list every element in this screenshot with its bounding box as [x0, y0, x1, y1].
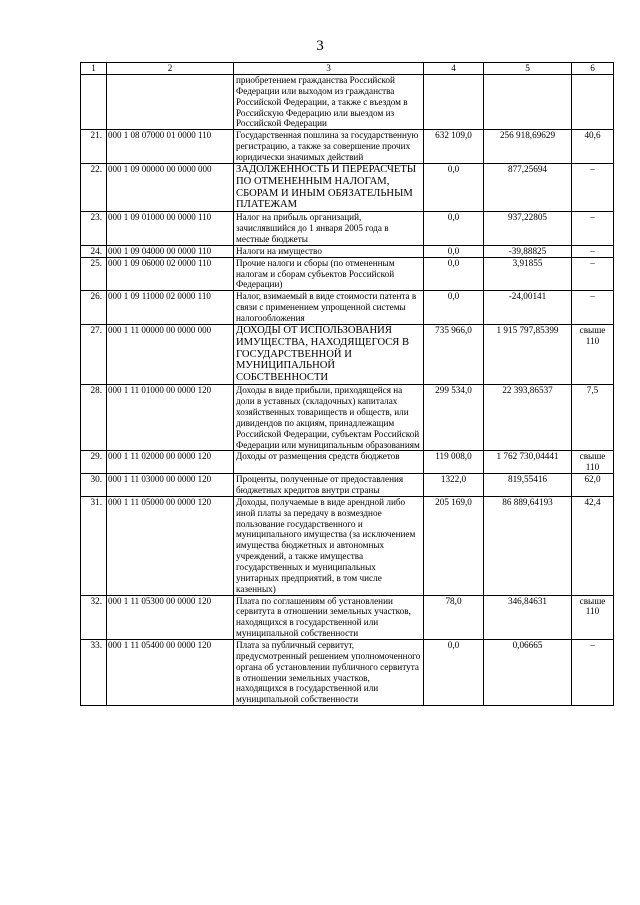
row-number-cell: 29.	[81, 451, 107, 474]
plan-cell: 78,0	[424, 595, 484, 639]
plan-cell: 0,0	[424, 257, 484, 291]
plan-cell: 0,0	[424, 212, 484, 246]
name-cell: Налоги на имущество	[234, 245, 424, 257]
table-row	[81, 245, 614, 257]
row-number-cell: 32.	[81, 595, 107, 639]
fact-cell: 3,91855	[484, 257, 572, 291]
table-row	[81, 451, 614, 474]
name-cell: Доходы в виде прибыли, приходящейся на доли в уставных (складочных) капиталах хозяйственных товариществ и обществ, или дивидендов по акциям, принадлежащим Российской Федерации, субъектам Российской Федерации или муниципальным образованиям	[234, 385, 424, 451]
table-row	[81, 385, 614, 451]
plan-cell: 0,0	[424, 639, 484, 705]
header-cell: 6	[572, 63, 614, 75]
code-cell: 000 1 11 01000 00 0000 120	[107, 385, 234, 451]
percent-cell: –	[572, 212, 614, 246]
name-cell: Доходы от размещения средств бюджетов	[234, 451, 424, 474]
percent-cell: 40,6	[572, 130, 614, 164]
fact-cell	[484, 75, 572, 130]
percent-cell: –	[572, 257, 614, 291]
table-row-continuation	[81, 75, 614, 130]
plan-cell: 0,0	[424, 245, 484, 257]
name-cell: Государственная пошлина за государственную регистрацию, а также за совершение прочих юридически значимых действий	[234, 130, 424, 164]
plan-cell: 1322,0	[424, 474, 484, 497]
code-cell: 000 1 08 07000 01 0000 110	[107, 130, 234, 164]
fact-cell: 0,06665	[484, 639, 572, 705]
row-number-cell: 25.	[81, 257, 107, 291]
row-number-cell	[81, 75, 107, 130]
page-number: 3	[316, 38, 324, 54]
table-row	[81, 474, 614, 497]
header-row	[81, 63, 614, 75]
percent-cell: –	[572, 245, 614, 257]
fact-cell: 256 918,69629	[484, 130, 572, 164]
plan-cell	[424, 75, 484, 130]
header-cell: 1	[81, 63, 107, 75]
percent-cell: –	[572, 163, 614, 211]
table-row	[81, 324, 614, 384]
percent-cell: 42,4	[572, 496, 614, 595]
code-cell: 000 1 09 01000 00 0000 110	[107, 212, 234, 246]
percent-cell: 7,5	[572, 385, 614, 451]
header-cell: 3	[234, 63, 424, 75]
fact-cell: -24,00141	[484, 291, 572, 325]
table-row	[81, 639, 614, 705]
header-cell: 2	[107, 63, 234, 75]
row-number-cell: 27.	[81, 324, 107, 384]
fact-cell: 819,55416	[484, 474, 572, 497]
percent-cell: свыше 110	[572, 324, 614, 384]
plan-cell: 0,0	[424, 163, 484, 211]
budget-table	[80, 62, 614, 706]
table-row	[81, 496, 614, 595]
fact-cell: 1 915 797,85399	[484, 324, 572, 384]
code-cell: 000 1 09 06000 02 0000 110	[107, 257, 234, 291]
header-cell: 4	[424, 63, 484, 75]
table-row	[81, 595, 614, 639]
name-cell: Проценты, полученные от предоставления бюджетных кредитов внутри страны	[234, 474, 424, 497]
header-cell: 5	[484, 63, 572, 75]
name-cell: Прочие налоги и сборы (по отмененным налогам и сборам субъектов Российской Федерации)	[234, 257, 424, 291]
code-cell: 000 1 11 05300 00 0000 120	[107, 595, 234, 639]
row-number-cell: 28.	[81, 385, 107, 451]
name-cell: Плата по соглашениям об установлении сервитута в отношении земельных участков, находящихся в государственной или муниципальной собственности	[234, 595, 424, 639]
fact-cell: 86 889,64193	[484, 496, 572, 595]
code-cell: 000 1 09 00000 00 0000 000	[107, 163, 234, 211]
percent-cell: –	[572, 291, 614, 325]
fact-cell: 937,22805	[484, 212, 572, 246]
fact-cell: 1 762 730,04441	[484, 451, 572, 474]
plan-cell: 632 109,0	[424, 130, 484, 164]
fact-cell: 877,25694	[484, 163, 572, 211]
plan-cell: 299 534,0	[424, 385, 484, 451]
fact-cell: 346,84631	[484, 595, 572, 639]
name-cell: ЗАДОЛЖЕННОСТЬ И ПЕРЕРАСЧЕТЫ ПО ОТМЕНЕННЫМ НАЛОГАМ, СБОРАМ И ИНЫМ ОБЯЗАТЕЛЬНЫМ ПЛАТЕЖАМ	[234, 163, 424, 211]
plan-cell: 735 966,0	[424, 324, 484, 384]
table-row	[81, 130, 614, 164]
table-row	[81, 291, 614, 325]
fact-cell: 22 393,86537	[484, 385, 572, 451]
table-row	[81, 212, 614, 246]
table-row	[81, 257, 614, 291]
code-cell: 000 1 11 00000 00 0000 000	[107, 324, 234, 384]
name-cell: Доходы, получаемые в виде арендной либо иной платы за передачу в возмездное пользование государственного и муниципального имущества (за исключением имущества бюджетных и автономных учреждений, а также имущества государственных и муниципальных унитарных предприятий, в том числе казенных)	[234, 496, 424, 595]
code-cell: 000 1 11 05000 00 0000 120	[107, 496, 234, 595]
table-row	[81, 163, 614, 211]
name-cell: приобретением гражданства Российской Федерации или выходом из гражданства Российской Федерации, а также с въездом в Российскую Федерацию или выездом из Российской Федерации	[234, 75, 424, 130]
percent-cell: свыше 110	[572, 451, 614, 474]
percent-cell: –	[572, 639, 614, 705]
code-cell	[107, 75, 234, 130]
percent-cell: 62,0	[572, 474, 614, 497]
code-cell: 000 1 11 03000 00 0000 120	[107, 474, 234, 497]
percent-cell: свыше 110	[572, 595, 614, 639]
code-cell: 000 1 11 05400 00 0000 120	[107, 639, 234, 705]
fact-cell: -39,88825	[484, 245, 572, 257]
row-number-cell: 22.	[81, 163, 107, 211]
code-cell: 000 1 09 04000 00 0000 110	[107, 245, 234, 257]
plan-cell: 119 008,0	[424, 451, 484, 474]
plan-cell: 205 169,0	[424, 496, 484, 595]
row-number-cell: 26.	[81, 291, 107, 325]
row-number-cell: 30.	[81, 474, 107, 497]
plan-cell: 0,0	[424, 291, 484, 325]
row-number-cell: 21.	[81, 130, 107, 164]
name-cell: Плата за публичный сервитут, предусмотренный решением уполномоченного органа об установлении публичного сервитута в отношении земельных участков, находящихся в государственной или муниципальной собственности	[234, 639, 424, 705]
percent-cell	[572, 75, 614, 130]
row-number-cell: 31.	[81, 496, 107, 595]
row-number-cell: 23.	[81, 212, 107, 246]
code-cell: 000 1 11 02000 00 0000 120	[107, 451, 234, 474]
name-cell: Налог на прибыль организаций, зачислявшийся до 1 января 2005 года в местные бюджеты	[234, 212, 424, 246]
row-number-cell: 24.	[81, 245, 107, 257]
row-number-cell: 33.	[81, 639, 107, 705]
name-cell: ДОХОДЫ ОТ ИСПОЛЬЗОВАНИЯ ИМУЩЕСТВА, НАХОДЯЩЕГОСЯ В ГОСУДАРСТВЕННОЙ И МУНИЦИПАЛЬНОЙ СОБСТВЕННОСТИ	[234, 324, 424, 384]
code-cell: 000 1 09 11000 02 0000 110	[107, 291, 234, 325]
name-cell: Налог, взимаемый в виде стоимости патента в связи с применением упрощенной системы налогообложения	[234, 291, 424, 325]
